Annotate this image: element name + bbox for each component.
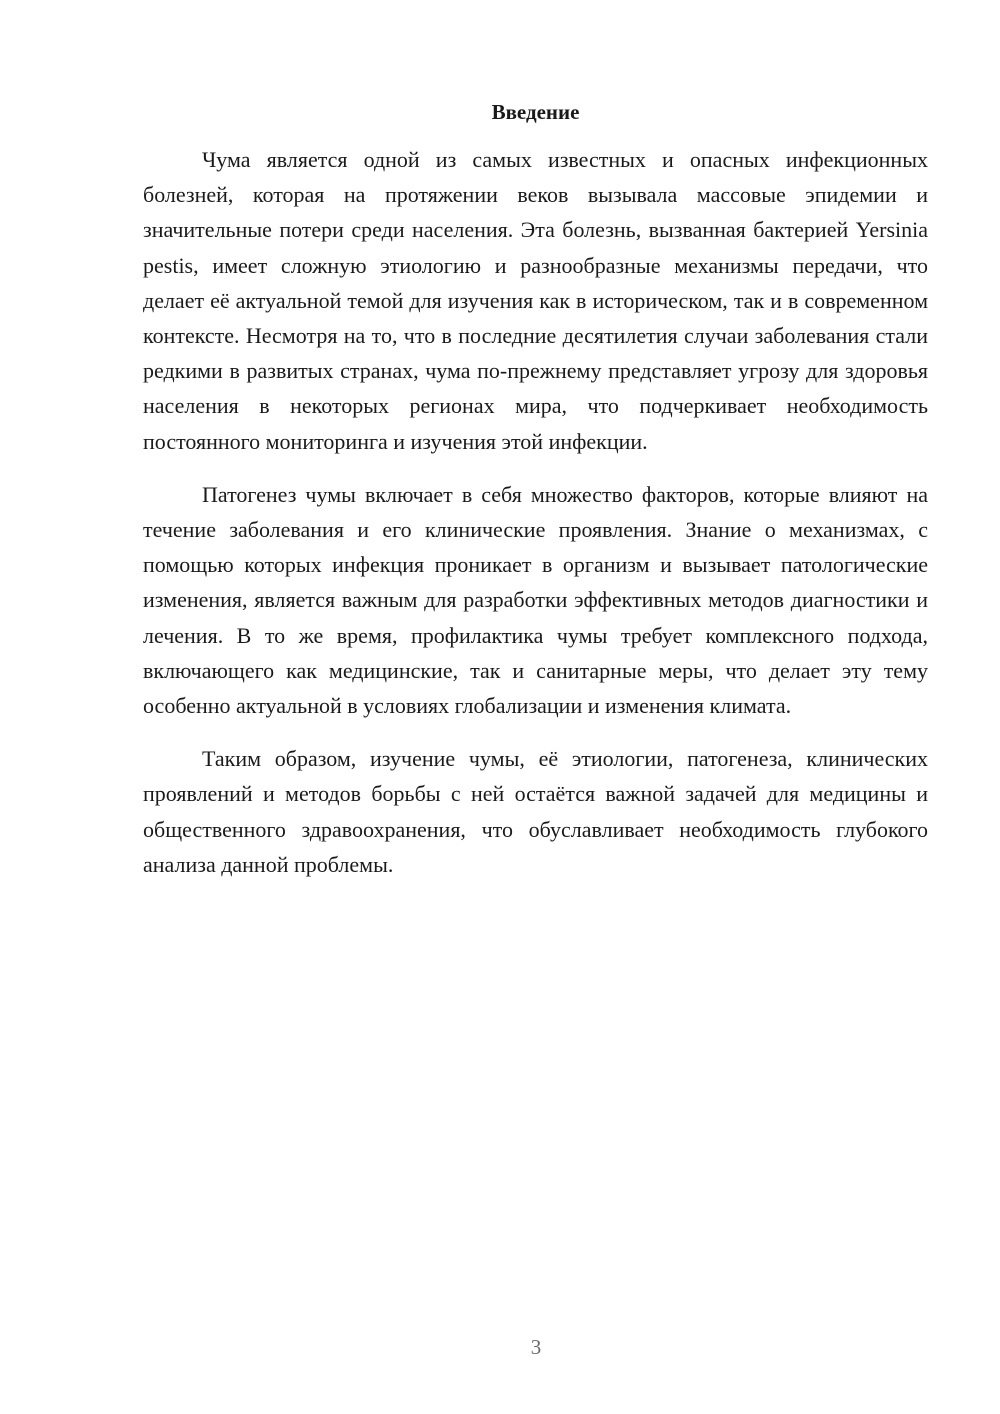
page-number: 3 [530,1335,542,1359]
paragraph-3: Таким образом, изучение чумы, её этиологии, патогенеза, клинических проявлений и методов борьбы с ней остаётся важной задачей для медицины и общественного здравоохранения, что обуславливает необходимость глубокого анализа данной проблемы. [143,746,928,877]
paragraph-2: Патогенез чумы включает в себя множество факторов, которые влияют на течение заболевания и его клинические проявления. Знание о механизмах, с помощью которых инфекция проникает в организм и вызывает патологические изменения, является важным для разработки эффективных методов диагностики и лечения. В то же время, профилактика чумы требует комплексного подхода, включающего как медицинские, так и санитарные меры, что делает эту тему особенно актуальной в условиях глобализации и изменения климата. [143,481,928,719]
paragraph-1: Чума является одной из самых известных и опасных инфекционных болезней, которая на протяжении веков вызывала массовые эпидемии и значительные потери среди населения. Эта болезнь, вызванная бактерией Yersinia pestis, имеет сложную этиологию и разнообразные механизмы передачи, что делает её актуальной темой для изучения как в историческом, так и в современном контексте. Несмотря на то, что в последние десятилетия случаи заболевания стали редкими в развитых странах, чума по-прежнему представляет угрозу для здоровья населения в некоторых регионах мира, что подчеркивает необходимость постоянного мониторинга и изучения этой инфекции. [143,147,928,454]
body-text [143,142,928,882]
section-heading: Введение [491,100,580,124]
